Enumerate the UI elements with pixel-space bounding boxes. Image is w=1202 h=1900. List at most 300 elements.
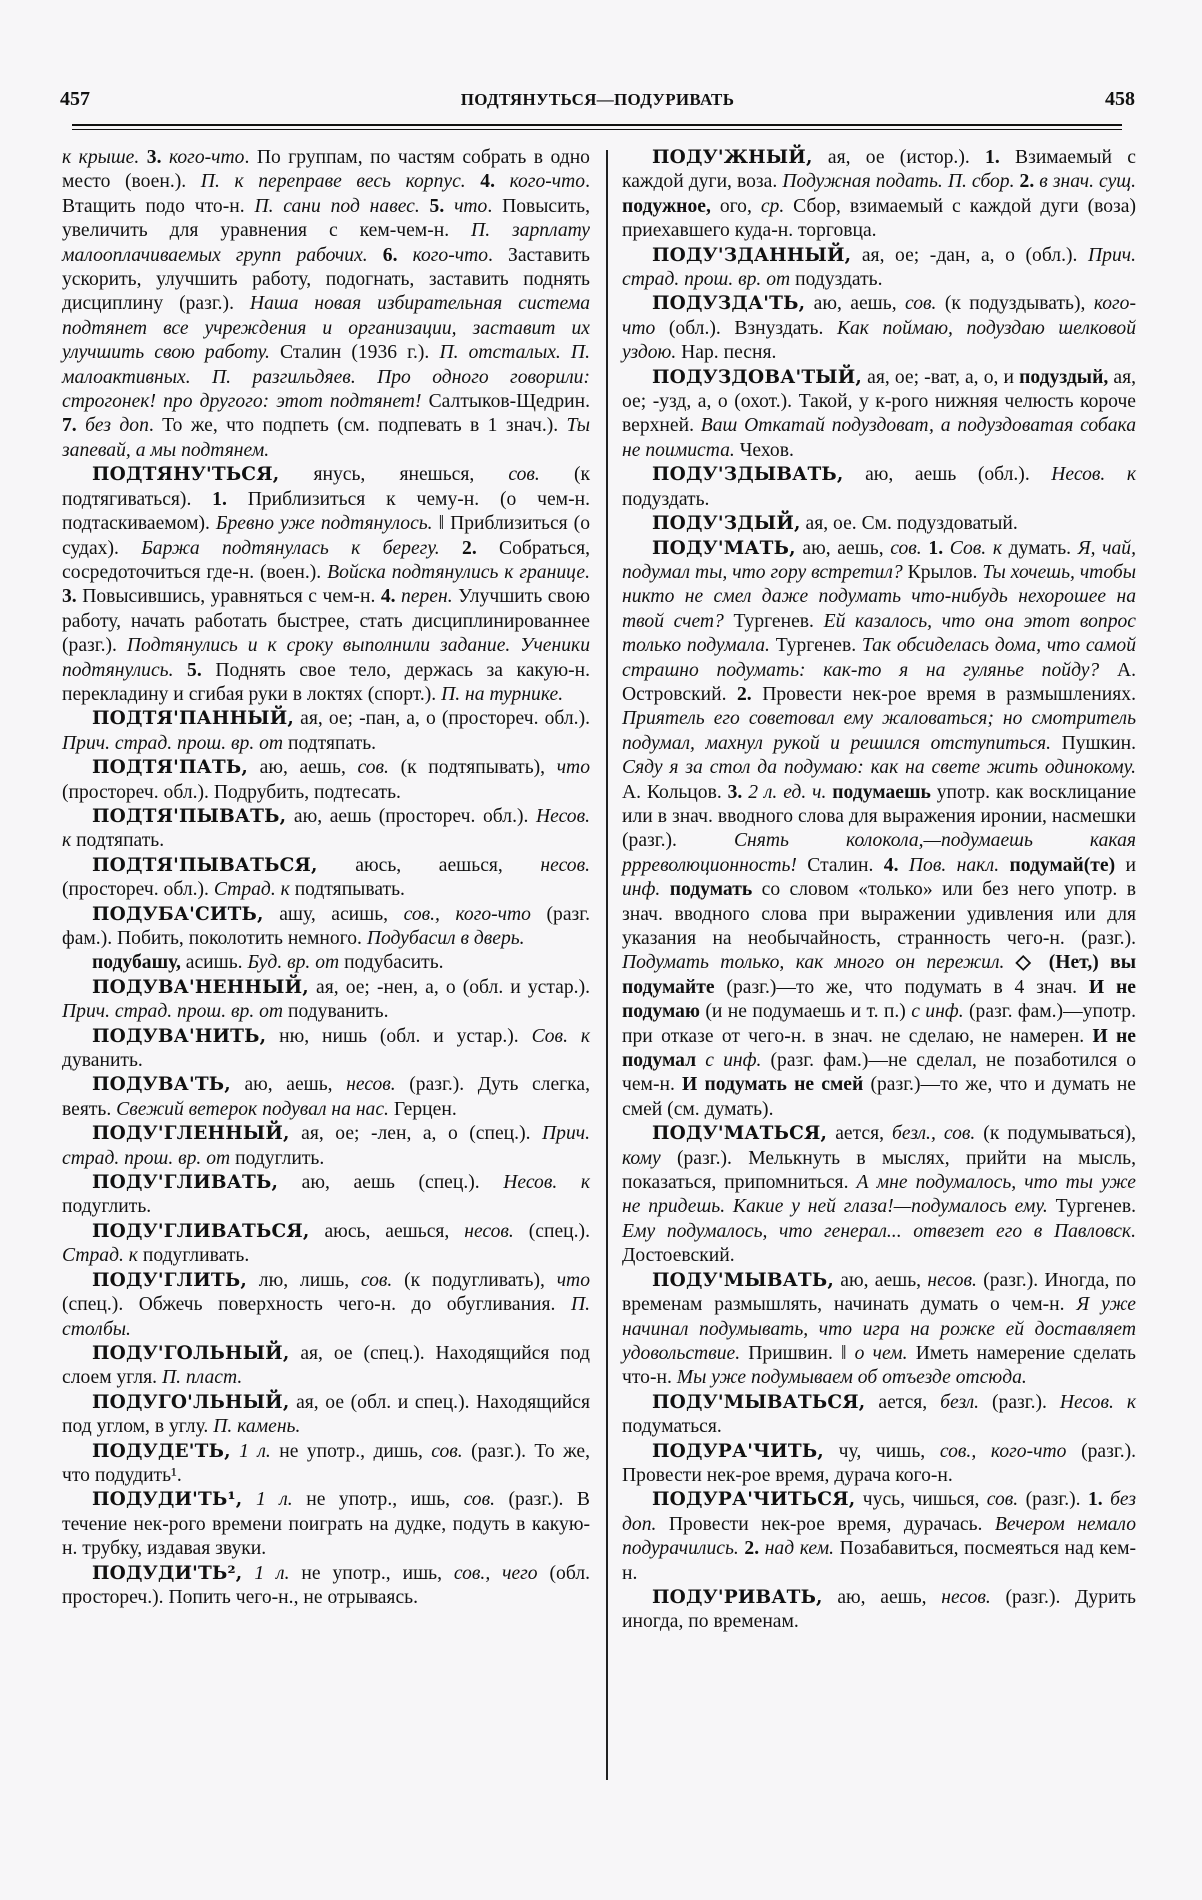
entry-text: (разг. фам.)—не сделал, не позаботился о чем-н. bbox=[622, 1050, 1137, 1096]
entry-text: 3. bbox=[62, 586, 83, 608]
entry-text: Пушкин. bbox=[1061, 732, 1136, 754]
entry-text: безл., сов. bbox=[892, 1123, 976, 1145]
entry-text: перен. bbox=[401, 586, 453, 608]
entry-text: А мне подумалось, что ты уже не придешь. Какие у ней глаза!—подумалось ему. bbox=[622, 1172, 1136, 1218]
entry-text: (простореч. обл.). Подрубить, подтесать. bbox=[62, 781, 401, 803]
entry-text: (разг.). Провести нек-рое время, дурача кого-н. bbox=[622, 1440, 1137, 1486]
entry-text: Подубасил в дверь. bbox=[366, 928, 525, 949]
entry-text: П. на турнике. bbox=[441, 683, 564, 705]
entry-text: о чем. bbox=[854, 1342, 908, 1364]
dictionary-entry bbox=[62, 1342, 590, 1391]
entry-text: 6. bbox=[382, 244, 413, 266]
entry-text: без доп. bbox=[622, 1489, 1137, 1535]
entry-headword: ПОДУ'ГЛИВАТЬ, bbox=[92, 1172, 279, 1194]
entry-text bbox=[242, 1563, 254, 1584]
entry-text: подумать bbox=[669, 879, 753, 901]
entry-text: Ваш Откатай подуздоват, а подуздоватая собака не поимиста. bbox=[622, 415, 1136, 461]
entry-text: сов. bbox=[890, 537, 922, 559]
entry-text: 1. bbox=[1087, 1489, 1111, 1511]
entry-text: Несов. к bbox=[62, 805, 590, 852]
entry-text: Приятель его советовал ему жаловаться; но смотритель подумал, махнул рукой и решился отступиться. bbox=[622, 708, 1136, 754]
entry-text: употр. как восклицание или в знач. вводного слова для выражения иронии, насмешки (разг.). bbox=[622, 781, 1137, 852]
dictionary-entry bbox=[622, 1391, 1136, 1440]
entry-text: ается, bbox=[865, 1391, 941, 1413]
dictionary-entry bbox=[622, 1488, 1136, 1586]
entry-text: Нар. песня. bbox=[681, 342, 777, 364]
dictionary-entry bbox=[62, 1269, 590, 1342]
entry-text: П. камень. bbox=[213, 1416, 301, 1438]
entry-text: чусь, чишься, bbox=[855, 1489, 987, 1511]
entry-headword: ПОДУВА'ТЬ, bbox=[92, 1074, 231, 1096]
entry-text: 1 л. bbox=[254, 1562, 290, 1584]
entry-text: Прич. страд. прош. вр. от bbox=[62, 1001, 284, 1023]
entry-text: несов. bbox=[346, 1074, 396, 1096]
entry-text: (к подумываться), bbox=[975, 1123, 1136, 1145]
entry-text: Поднять свое тело, держась за какую-н. перекладину и сгибая руки в локтях (спорт.). bbox=[62, 659, 591, 705]
entry-text: (разг.). bbox=[1018, 1489, 1088, 1511]
dictionary-entry bbox=[622, 1586, 1136, 1635]
entry-text: 2. bbox=[744, 1538, 765, 1560]
entry-text: Сов. к bbox=[531, 1025, 591, 1047]
entry-headword: ПОДУВА'НИТЬ, bbox=[92, 1025, 267, 1047]
dictionary-entry bbox=[622, 146, 1136, 244]
dictionary-entry bbox=[62, 756, 590, 805]
entry-text: Иметь намерение сделать что-н. bbox=[622, 1342, 1136, 1389]
entry-text: Ей казалось, что она этот вопрос только подумала. bbox=[622, 610, 1136, 657]
entry-text: Страд. к bbox=[62, 1245, 138, 1267]
dictionary-entry bbox=[62, 951, 590, 975]
entry-text: (разг.). То же, что подудить¹. bbox=[62, 1440, 590, 1486]
page-header bbox=[60, 88, 1135, 118]
entry-text: подуздать. bbox=[790, 269, 883, 291]
dictionary-entry bbox=[62, 1391, 590, 1440]
entry-headword: ПОДУЗДОВА'ТЫЙ, bbox=[652, 366, 863, 388]
entry-text: Войска подтянулись к границе. bbox=[327, 561, 590, 583]
entry-text: со словом «только» или без него употр. в знач. вводного слова при выражении удивления или для указания на необычайность, странность чего-н. (разг.). bbox=[622, 879, 1136, 949]
entry-text: Тургенев. bbox=[1055, 1196, 1136, 1218]
entry-text: Прич. страд. прош. вр. от bbox=[62, 1123, 590, 1169]
entry-text: аю, аешь, bbox=[822, 1586, 942, 1608]
entry-text: Чехов. bbox=[739, 439, 794, 461]
entry-text: 4. bbox=[480, 171, 510, 193]
entry-headword: ПОДУРА'ЧИТЬ, bbox=[652, 1440, 824, 1462]
entry-text: подубашу, bbox=[92, 952, 181, 974]
entry-text: 5. bbox=[429, 195, 455, 217]
entry-text: ая, ое; -ват, а, о, и bbox=[862, 366, 1020, 388]
entry-text: в знач. сущ. bbox=[1039, 171, 1136, 193]
entry-text: янусь, янешься, bbox=[279, 464, 509, 486]
dictionary-entry bbox=[622, 292, 1136, 365]
dictionary-entry bbox=[62, 1220, 590, 1269]
entry-text: аю, аешь (обл.). bbox=[843, 464, 1052, 486]
entry-headword: ПОДУГО'ЛЬНЫЙ, bbox=[92, 1391, 290, 1413]
entry-text: ая, ое. См. подуздоватый. bbox=[800, 513, 1018, 535]
entry-text: Повысившись, уравняться с чем-н. bbox=[82, 586, 381, 608]
entry-text: Ты запевай, а мы подтянем. bbox=[62, 415, 590, 461]
entry-text: несов. bbox=[941, 1586, 991, 1608]
entry-text: подуматься. bbox=[622, 1416, 722, 1438]
entry-text: (к подугливать), bbox=[392, 1269, 557, 1291]
entry-text: подугливать. bbox=[137, 1245, 250, 1267]
entry-text: кого-что bbox=[509, 171, 586, 193]
entry-text: Я, чай, подумал ты, что гору встретил? bbox=[622, 537, 1137, 583]
entry-text: П. зарплату малооплачиваемых групп рабочих. bbox=[62, 220, 590, 266]
entry-text: Достоевский. bbox=[622, 1245, 735, 1267]
entry-text: Пришвин. ‖ bbox=[748, 1342, 855, 1364]
entry-text: И подумать не смей bbox=[682, 1074, 864, 1096]
entry-text: . По группам, по частям собрать в одно место (воен.). bbox=[62, 147, 590, 193]
entry-text: (обл.). Взнуздать. bbox=[655, 317, 837, 339]
entry-text: 2. bbox=[736, 683, 763, 705]
entry-headword: ПОДУ'ЗДЫЙ, bbox=[652, 513, 801, 535]
entry-text: Сталин. bbox=[807, 854, 884, 876]
entry-text: Собраться, сосредоточиться где-н. (воен.). bbox=[62, 537, 590, 583]
entry-text: сов. bbox=[905, 293, 937, 315]
entry-headword: ПОДУДЕ'ТЬ, bbox=[92, 1440, 231, 1462]
entry-text: Тургенев. bbox=[775, 635, 862, 657]
page-number-right: 458 bbox=[1105, 88, 1135, 110]
entry-text: 5. bbox=[187, 659, 216, 681]
dictionary-entry bbox=[62, 976, 590, 1025]
entry-text: Позабавиться, посмеяться над кем-н. bbox=[622, 1538, 1136, 1584]
entry-text: 1. bbox=[212, 488, 248, 510]
entry-text: 2. bbox=[1019, 171, 1040, 193]
entry-text: лю, лишь, bbox=[247, 1269, 361, 1291]
entry-text: аю, аешь, bbox=[248, 757, 358, 779]
entry-headword: ПОДУ'ГЛЕННЫЙ, bbox=[92, 1123, 290, 1145]
entry-text: П. к переправе весь корпус. bbox=[200, 171, 481, 193]
entry-text: Мы уже подумываем об отъезде отсюда. bbox=[676, 1367, 1027, 1389]
right-column bbox=[622, 146, 1136, 1635]
entry-text: сов., кого-что bbox=[939, 1440, 1067, 1462]
entry-text: несов. bbox=[540, 854, 590, 876]
entry-text: аю, аешь, bbox=[834, 1269, 928, 1291]
entry-text: чу, чишь, bbox=[823, 1440, 940, 1462]
entry-text: подтяпать. bbox=[71, 830, 165, 852]
entry-text: Свежий ветерок подувал на нас. bbox=[116, 1098, 394, 1120]
entry-text: 1 л. bbox=[255, 1489, 293, 1511]
entry-text: сов. bbox=[357, 757, 389, 779]
entry-text: аю, аешь (простореч. обл.). bbox=[286, 805, 536, 827]
entry-text: подубасить. bbox=[339, 952, 444, 974]
entry-text: И не подумаю bbox=[622, 976, 1136, 1023]
entry-text: подужное, bbox=[622, 195, 711, 217]
entry-text: А. Кольцов. bbox=[622, 781, 728, 803]
entry-text: подуздый, bbox=[1019, 366, 1109, 388]
entry-text: кого-что bbox=[412, 244, 489, 266]
entry-text: (разг.). Иногда, по временам размышлять, начинать думать о чем-н. bbox=[622, 1269, 1136, 1316]
dictionary-entry bbox=[62, 903, 590, 952]
entry-text: Я уже начинал подумывать, что игра на рожке ей доставляет удовольствие. bbox=[622, 1294, 1136, 1364]
dictionary-entry bbox=[62, 463, 590, 707]
entry-text: 4. bbox=[883, 854, 909, 876]
entry-text: 1. bbox=[985, 147, 1016, 168]
entry-text: подумаешь bbox=[832, 781, 931, 803]
dictionary-entry bbox=[62, 805, 590, 854]
dictionary-entry bbox=[62, 1025, 590, 1074]
entry-text: 1 л. bbox=[239, 1440, 271, 1462]
entry-text bbox=[696, 1050, 705, 1071]
entry-headword: ПОДТЯ'ПЫВАТЬСЯ, bbox=[92, 854, 318, 876]
dictionary-entry bbox=[622, 1122, 1136, 1268]
entry-text: Несов. к bbox=[503, 1172, 590, 1194]
entry-text: несов. bbox=[927, 1269, 977, 1291]
entry-text: кого-что bbox=[168, 147, 245, 168]
entry-text: подуглить. bbox=[230, 1147, 325, 1169]
entry-text: аю, аешь, bbox=[805, 293, 906, 315]
dictionary-entry bbox=[62, 1440, 590, 1489]
entry-text: (разг.). Мелькнуть в мыслях, прийти на мысль, показаться, припомниться. bbox=[622, 1147, 1136, 1194]
entry-text: ◇ (Нет,) вы подумайте bbox=[622, 952, 1136, 998]
entry-text: подтяпывать. bbox=[289, 879, 405, 901]
entry-text: 3. bbox=[146, 147, 169, 168]
entry-text: Несов. к bbox=[1051, 464, 1136, 486]
entry-text: (спец.). Обжечь поверхность чего-н. до обугливания. bbox=[62, 1294, 571, 1316]
entry-text: Ему подумалось, что генерал... отвезет его в Павловск. bbox=[622, 1220, 1136, 1242]
dictionary-entry bbox=[62, 1562, 590, 1611]
entry-text: Провести нек-рое время в размышлениях. bbox=[762, 683, 1136, 705]
entry-text: ср. bbox=[760, 195, 785, 217]
entry-text: аю, аешь, bbox=[795, 537, 891, 559]
entry-text: сов., кого-что bbox=[403, 903, 531, 925]
entry-text: . Втащить подо что-н. bbox=[62, 171, 590, 217]
entry-text: 2 л. ед. ч. bbox=[748, 781, 833, 803]
dictionary-entry bbox=[622, 463, 1136, 512]
entry-headword: ПОДУЗДА'ТЬ, bbox=[652, 293, 806, 315]
entry-text: (и не подумаешь и т. п.) bbox=[699, 1001, 912, 1023]
dictionary-entry bbox=[62, 1122, 590, 1171]
entry-text: (к подуздывать), bbox=[936, 293, 1094, 315]
entry-text: с инф. bbox=[705, 1050, 762, 1072]
entry-text: Провести нек-рое время, дурачась. bbox=[656, 1513, 995, 1535]
entry-text: (к подтягиваться). bbox=[62, 464, 590, 510]
entry-text: что bbox=[454, 195, 488, 217]
entry-text: Страд. к bbox=[213, 879, 290, 901]
running-title: ПОДТЯНУТЬСЯ—ПОДУРИВАТЬ bbox=[460, 90, 735, 109]
entry-text: 2. bbox=[462, 537, 500, 559]
dictionary-entry bbox=[622, 366, 1136, 464]
entry-text: Сов. к bbox=[949, 537, 1003, 559]
entry-text: (разг.). В течение нек-рого времени поиграть на дудке, подуть в какую-н. трубку, издавая звуки. bbox=[62, 1489, 591, 1560]
entry-text: (простореч. обл.). bbox=[62, 879, 214, 901]
dictionary-entry bbox=[62, 1488, 590, 1561]
dictionary-entry bbox=[622, 1269, 1136, 1391]
entry-text: к крыше. bbox=[62, 147, 147, 168]
entry-text: сов. bbox=[431, 1440, 463, 1462]
entry-text: не употр., дишь, bbox=[270, 1440, 432, 1462]
entry-text: (разг. фам.)—употр. при отказе от чего-н. в знач. не сделаю, не намерен. bbox=[622, 1001, 1136, 1047]
entry-headword: ПОДТЯ'ПЫВАТЬ, bbox=[92, 805, 287, 827]
entry-text: сов. bbox=[360, 1269, 393, 1291]
entry-text: . Заставить ускорить, улучшить работу, подогнать, заставить поднять дисциплину (разг.). bbox=[62, 244, 590, 315]
entry-text: подумай(те) bbox=[1009, 854, 1116, 876]
entry-text: ая, ое (спец.). Находящийся под слоем угля. bbox=[62, 1342, 590, 1389]
entry-text: что bbox=[556, 757, 590, 779]
entry-text: (разг. фам.). Побить, поколотить немного. bbox=[62, 903, 591, 949]
entry-text: Салтыков-Щедрин. bbox=[428, 391, 590, 413]
dictionary-entry bbox=[62, 1171, 590, 1220]
entry-text: (разг.)—то же, что подумать в 4 знач. bbox=[714, 976, 1089, 998]
entry-text: 3. bbox=[727, 781, 749, 803]
entry-text: Так обсиделась дома, что самой страшно подумать: как-то я на гулянье пойду? bbox=[622, 635, 1136, 681]
entry-text: ая, ое; -дан, а, о (обл.). bbox=[851, 244, 1088, 266]
entry-text: ая, ое; -лен, а, о (спец.). bbox=[289, 1123, 542, 1145]
entry-text: Крылов. bbox=[907, 561, 983, 583]
entry-text: ая, ое (обл. и спец.). Находящийся под углом, в углу. bbox=[62, 1391, 590, 1438]
dictionary-entry bbox=[62, 1073, 590, 1122]
entry-text: Сталин (1936 г.). bbox=[280, 342, 440, 364]
entry-text: над кем. bbox=[764, 1538, 835, 1560]
entry-text: . То же, что подпеть (см. подпевать в 1 знач.). bbox=[148, 415, 567, 437]
entry-text: ается, bbox=[827, 1123, 893, 1145]
entry-text: Прич. страд. прош. вр. от bbox=[622, 244, 1136, 291]
entry-text: Буд. вр. от bbox=[247, 952, 340, 974]
entry-text: Как поймаю, подуздаю шелковой уздою. bbox=[622, 317, 1136, 364]
entry-text: Взимаемый с каждой дуги, воза. bbox=[622, 147, 1136, 193]
entry-text: Подужная подать. П. сбор. bbox=[782, 171, 1020, 193]
entry-text: аюсь, аешься, bbox=[317, 854, 541, 876]
entry-text: Бревно уже подтянулось. bbox=[215, 513, 439, 535]
header-rule bbox=[72, 124, 1122, 126]
entry-text: и bbox=[1115, 854, 1136, 876]
dictionary-entry bbox=[622, 512, 1136, 536]
entry-text: подуздать. bbox=[622, 488, 710, 510]
entry-text: Герцен. bbox=[393, 1098, 457, 1120]
entry-text: подтяпать. bbox=[283, 732, 377, 754]
entry-text: Сбор, взимаемый с каждой дуги (воза) приехавшего куда-н. торговца. bbox=[622, 195, 1136, 242]
entry-text: Сяду я за стол да подумаю: как на свете жить одинокому. bbox=[622, 757, 1136, 779]
entry-text: (к подтяпывать), bbox=[388, 757, 557, 779]
entry-text: аю, аешь, bbox=[230, 1074, 347, 1096]
entry-text: 7. bbox=[62, 415, 86, 437]
entry-text: . Повысить, увеличить для уравнения с кем-чем-н. bbox=[62, 195, 591, 242]
entry-text: ‖ Приблизиться (о судах). bbox=[62, 513, 590, 559]
entry-text: ого, bbox=[710, 195, 761, 217]
entry-text: Подтянулись и к сроку выполнили задание. Ученики подтянулись. bbox=[62, 635, 590, 681]
entry-text: аюсь, аешься, bbox=[309, 1220, 465, 1242]
entry-text: ая, ое; -пан, а, о (простореч. обл.). bbox=[294, 708, 590, 730]
entry-text: Ты хочешь, чтобы никто не смел даже подумать что-нибудь нехорошее на твой счет? bbox=[622, 561, 1136, 632]
entry-headword: ПОДУДИ'ТЬ¹, bbox=[92, 1489, 243, 1511]
entry-headword: ПОДТЯ'ПАТЬ, bbox=[92, 757, 248, 779]
entry-text: Наша новая избирательная система подтянет все учреждения и организации, заставит их улучшить свою работу. bbox=[62, 293, 591, 364]
entry-text: что bbox=[556, 1269, 590, 1291]
entry-text: Улучшить свою работу, начать работать быстрее, стать дисциплинированнее (разг.). bbox=[62, 586, 591, 657]
entry-text: сов. bbox=[986, 1489, 1019, 1511]
entry-text: сов. bbox=[508, 464, 540, 486]
entry-text: без доп bbox=[85, 415, 149, 437]
entry-text: безл. bbox=[940, 1391, 980, 1413]
left-column bbox=[62, 146, 590, 1610]
entry-text: П. отсталых. П. малоактивных. П. разгильдяев. Про одного говорили: строгонек! про другого: этот подтянет! bbox=[62, 342, 590, 413]
entry-text: П. пласт. bbox=[161, 1367, 243, 1389]
entry-headword: ПОДУ'МЫВАТЬСЯ, bbox=[652, 1391, 866, 1413]
dictionary-entry bbox=[622, 244, 1136, 293]
entry-text: кому bbox=[622, 1147, 661, 1169]
entry-text: Несов. к bbox=[1059, 1391, 1137, 1413]
entry-headword: ПОДУРА'ЧИТЬСЯ, bbox=[652, 1489, 856, 1511]
entry-text: (спец.). bbox=[513, 1220, 590, 1242]
entry-text: ая, ое (истор.). bbox=[812, 147, 986, 168]
entry-headword: ПОДТЯНУ'ТЬСЯ, bbox=[92, 464, 280, 486]
entry-headword: ПОДУ'ГОЛЬНЫЙ, bbox=[92, 1342, 290, 1364]
entry-text: ая, ое; -нен, а, о (обл. и устар.). bbox=[308, 976, 590, 998]
entry-headword: ПОДУДИ'ТЬ², bbox=[92, 1562, 243, 1584]
entry-text: Снять колокола,—подумаешь какая ррреволюционность! bbox=[622, 830, 1136, 876]
column-divider bbox=[606, 150, 608, 1780]
entry-text: подуванить. bbox=[283, 1001, 389, 1023]
page-number-left: 457 bbox=[60, 88, 90, 110]
entry-text: сов., чего bbox=[453, 1562, 538, 1584]
entry-text: ню, нишь (обл. и устар.). bbox=[266, 1025, 532, 1047]
entry-text: (разг.). bbox=[979, 1391, 1060, 1413]
entry-text: не употр., ишь, bbox=[289, 1562, 454, 1584]
entry-text: дуванить. bbox=[62, 1050, 143, 1072]
dictionary-entry bbox=[62, 146, 590, 463]
entry-text: Приблизиться к чему-н. (о чем-н. подтаскиваемом). bbox=[62, 488, 590, 535]
entry-text: П. сани под навес. bbox=[254, 195, 430, 217]
entry-text: Пов. накл. bbox=[908, 854, 1010, 876]
entry-text: Вечером немало подурачились. bbox=[622, 1513, 1137, 1560]
header-rule-thin bbox=[72, 129, 1122, 130]
entry-text: ашу, асишь, bbox=[263, 903, 404, 925]
entry-headword: ПОДУ'МАТЬСЯ, bbox=[652, 1123, 828, 1145]
entry-headword: ПОДУ'МЫВАТЬ, bbox=[652, 1269, 834, 1291]
entry-text: думать. bbox=[1002, 537, 1078, 559]
entry-headword: ПОДУ'ЖНЫЙ, bbox=[652, 147, 813, 168]
entry-text: А. Островский. bbox=[622, 659, 1136, 705]
entry-headword: ПОДУ'ЗДАННЫЙ, bbox=[652, 244, 852, 266]
entry-headword: ПОДУ'ЗДЫВАТЬ, bbox=[652, 464, 844, 486]
dictionary-entry bbox=[62, 707, 590, 756]
entry-text: Баржа подтянулась к берегу. bbox=[141, 537, 463, 559]
entry-text: 4. bbox=[380, 586, 402, 608]
entry-text: П. столбы. bbox=[62, 1294, 590, 1340]
entry-text: Прич. страд. прош. вр. от bbox=[62, 732, 284, 754]
entry-text: (обл. простореч.). Попить чего-н., не отрываясь. bbox=[62, 1562, 590, 1608]
entry-headword: ПОДУ'ГЛИТЬ, bbox=[92, 1269, 247, 1291]
entry-text bbox=[242, 1489, 256, 1510]
entry-text: инф. bbox=[622, 879, 670, 901]
entry-headword: ПОДУБА'СИТЬ, bbox=[92, 903, 264, 925]
entry-text: (разг.)—то же, что и думать не смей (см. думать). bbox=[622, 1074, 1136, 1120]
entry-text: несов. bbox=[464, 1220, 514, 1242]
entry-text: асишь. bbox=[180, 952, 248, 974]
entry-headword: ПОДУ'РИВАТЬ, bbox=[652, 1586, 823, 1608]
entry-text: кого-что bbox=[622, 293, 1136, 339]
entry-text: с инф. bbox=[911, 1001, 964, 1023]
entry-headword: ПОДТЯ'ПАННЫЙ, bbox=[92, 708, 295, 730]
entry-text: (разг.). Дурить иногда, по временам. bbox=[622, 1586, 1136, 1633]
entry-text: сов. bbox=[463, 1489, 495, 1511]
entry-text: подуглить. bbox=[62, 1196, 152, 1218]
entry-text: И не подумал bbox=[622, 1025, 1136, 1072]
entry-text bbox=[231, 1441, 239, 1462]
entry-text: аю, аешь (спец.). bbox=[278, 1172, 504, 1194]
dictionary-entry bbox=[62, 854, 590, 903]
entry-headword: ПОДУВА'НЕННЫЙ, bbox=[92, 976, 309, 998]
entry-text: 1. bbox=[928, 537, 950, 559]
entry-text: ая, ое; -узд, а, о (охот.). Такой, у к-рого нижняя челюсть короче верхней. bbox=[622, 366, 1136, 437]
dictionary-entry bbox=[622, 1440, 1136, 1489]
entry-text: (разг.). Дуть слегка, веять. bbox=[62, 1074, 590, 1120]
entry-text: Подумать только, как много он пережил. bbox=[622, 952, 1016, 974]
entry-headword: ПОДУ'ГЛИВАТЬСЯ, bbox=[92, 1220, 310, 1242]
dictionary-entry bbox=[622, 537, 1136, 1123]
entry-headword: ПОДУ'МАТЬ, bbox=[652, 537, 796, 559]
entry-text: не употр., ишь, bbox=[292, 1489, 464, 1511]
entry-text: Тургенев. bbox=[733, 610, 824, 632]
